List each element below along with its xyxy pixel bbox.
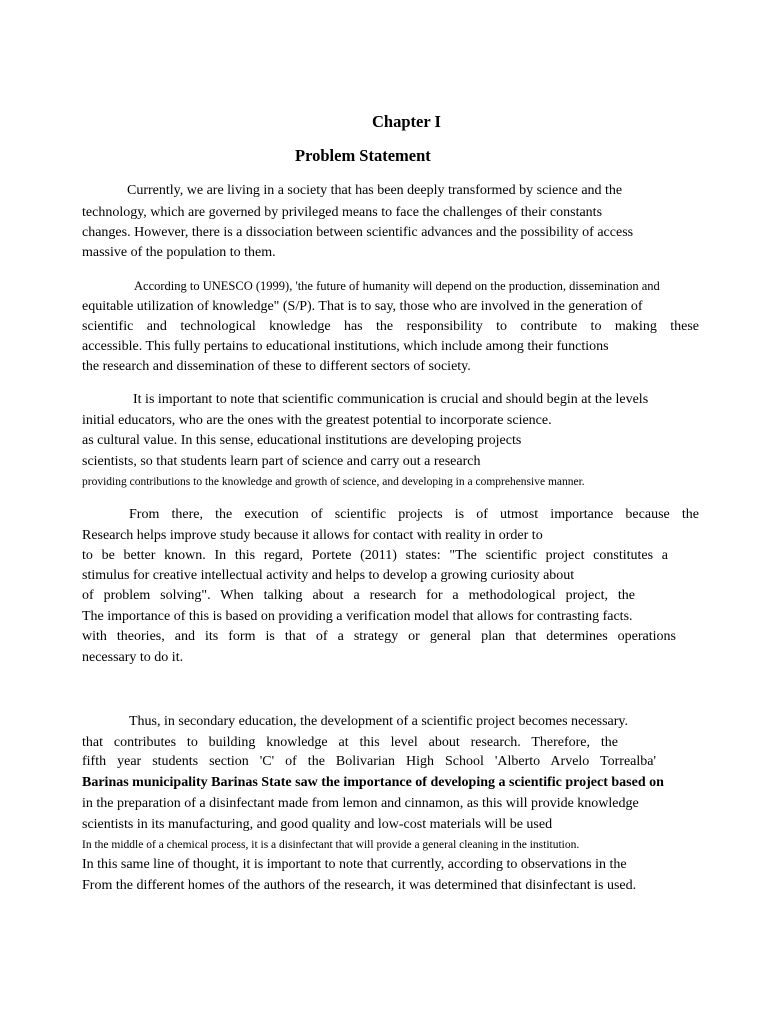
paragraph-line: technology, which are governed by privileged means to face the challenges of their constants: [82, 205, 603, 220]
paragraph-line: as cultural value. In this sense, educational institutions are developing projects: [82, 433, 522, 448]
paragraph-line: providing contributions to the knowledge and growth of science, and developing in a comprehensive manner.: [82, 476, 585, 488]
paragraph-line: From there, the execution of scientific projects is of utmost importance because the: [129, 507, 699, 522]
paragraph-line-bold: Barinas municipality Barinas State saw the importance of developing a scientific project based on: [82, 775, 664, 790]
paragraph-line: to be better known. In this regard, Portete (2011) states: "The scientific project constitutes a: [82, 548, 668, 563]
paragraph-line: Thus, in secondary education, the development of a scientific project becomes necessary.: [129, 714, 629, 729]
paragraph-line: of problem solving". When talking about a research for a methodological project, the: [82, 588, 635, 603]
paragraph-line: the research and dissemination of these to different sectors of society.: [82, 359, 471, 374]
paragraph-line: In this same line of thought, it is important to note that currently, according to observations in the: [82, 857, 627, 872]
paragraph-line: In the middle of a chemical process, it is a disinfectant that will provide a general cleaning in the institution.: [82, 839, 580, 851]
paragraph-line: scientists, so that students learn part of science and carry out a research: [82, 454, 481, 469]
paragraph-line: fifth year students section 'C' of the Bolivarian High School 'Alberto Arvelo Torrealba': [82, 754, 656, 769]
paragraph-line: stimulus for creative intellectual activity and helps to develop a growing curiosity about: [82, 568, 575, 583]
paragraph-line: initial educators, who are the ones with the greatest potential to incorporate science.: [82, 413, 552, 428]
paragraph-line: From the different homes of the authors of the research, it was determined that disinfectant is used.: [82, 878, 637, 893]
paragraph-line: Research helps improve study because it allows for contact with reality in order to: [82, 528, 543, 543]
section-title: Problem Statement: [295, 146, 431, 165]
paragraph-line: Currently, we are living in a society that has been deeply transformed by science and the: [127, 183, 623, 198]
paragraph-line: scientific and technological knowledge has the responsibility to contribute to making these: [82, 319, 699, 334]
paragraph-line: that contributes to building knowledge at this level about research. Therefore, the: [82, 735, 618, 750]
chapter-title: Chapter I: [372, 112, 441, 131]
paragraph-line: accessible. This fully pertains to educational institutions, which include among their functions: [82, 339, 609, 354]
paragraph-line: scientists in its manufacturing, and good quality and low-cost materials will be used: [82, 817, 553, 832]
paragraph-line: It is important to note that scientific communication is crucial and should begin at the levels: [133, 392, 649, 407]
paragraph-line: The importance of this is based on providing a verification model that allows for contrasting facts.: [82, 609, 633, 624]
paragraph-line: equitable utilization of knowledge" (S/P). That is to say, those who are involved in the generation of: [82, 299, 643, 314]
paragraph-line: changes. However, there is a dissociation between scientific advances and the possibility of access: [82, 225, 634, 240]
paragraph-line: necessary to do it.: [82, 650, 184, 665]
paragraph-line: in the preparation of a disinfectant made from lemon and cinnamon, as this will provide knowledge: [82, 796, 639, 811]
paragraph-line: According to UNESCO (1999), 'the future of humanity will depend on the production, dissemination and: [134, 279, 660, 293]
paragraph-line: with theories, and its form is that of a strategy or general plan that determines operations: [82, 629, 676, 644]
paragraph-line: massive of the population to them.: [82, 245, 276, 260]
